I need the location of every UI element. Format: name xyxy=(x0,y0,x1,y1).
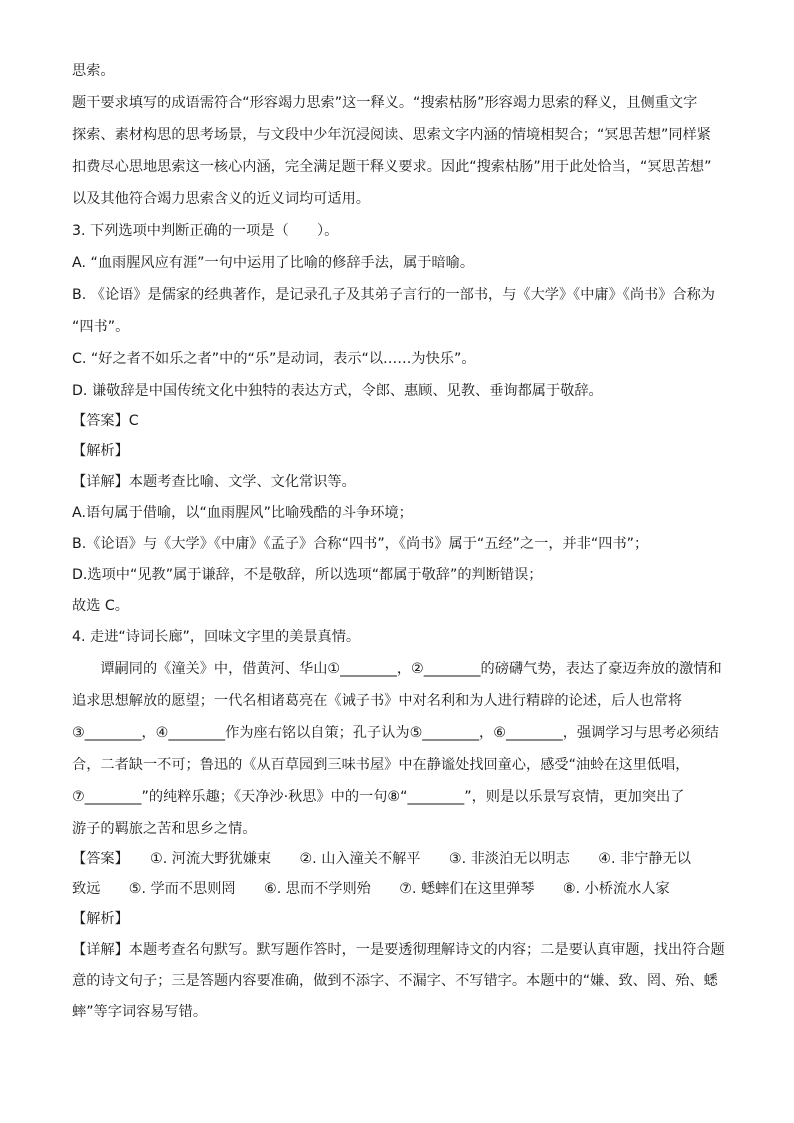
question-3-stem: 3. 下列选项中判断正确的一项是（ ）。 xyxy=(72,223,339,239)
option-d: D. 谦敬辞是中国传统文化中独特的表达方式，令郎、惠顾、见教、垂询都属于敬辞。 xyxy=(72,383,603,399)
option-b: B. 《论语》是儒家的经典著作，是记录孔子及其弟子言行的一部书，与《大学》《中庸》《尚书》合称为 xyxy=(72,287,715,303)
text-line: 题干要求填写的成语需符合“形容竭力思索”这一释义。“搜索枯肠”形容竭力思索的释义，且侧重文字 xyxy=(72,95,698,111)
conclusion-line: 故选 C。 xyxy=(72,598,129,614)
passage-line: 游子的羁旅之苦和思乡之情。 xyxy=(72,821,257,837)
passage-line: 合，二者缺一不可；鲁迅的《从百草园到三味书屋》中在静谧处找回童心，感受“油蛉在这里低唱， xyxy=(72,757,690,773)
detail-line: A.语句属于借喻，以“血雨腥风”比喻残酷的斗争环境； xyxy=(72,505,413,521)
detail-line: 【详解】本题考查名句默写。默写题作答时，一是要透彻理解诗文的内容；二是要认真审题，找出符合题 xyxy=(72,942,725,958)
passage-line: ③________，④________作为座右铭以自策；孔子认为⑤________，⑥________，强调学习与思考必须结 xyxy=(72,725,719,741)
option-c: C. “好之者不如乐之者”中的“乐”是动词，表示“以……为快乐”。 xyxy=(72,351,476,367)
detail-line: 蟀”等字词容易写错。 xyxy=(72,1004,208,1020)
analysis-label: 【解析】 xyxy=(72,911,129,927)
passage-line: 追求思想解放的愿望；一代名相诸葛亮在《诫子书》中对名利和为人进行精辟的论述，后人也常将 xyxy=(72,693,683,709)
detail-heading: 【详解】本题考查比喻、文学、文化常识等。 xyxy=(72,474,356,490)
analysis-label: 【解析】 xyxy=(72,443,129,459)
passage-line: ⑦________”的纯粹乐趣；《天净沙·秋思》中的一句⑧“________”，则是以乐景写哀情，更加突出了 xyxy=(72,789,685,805)
text-line: 思索。 xyxy=(72,63,115,79)
detail-line: 意的诗文句子；三是答题内容要准确，做到不添字、不漏字、不写错字。本题中的“嫌、致、罔、殆、蟋 xyxy=(72,973,718,989)
passage-line: 谭嗣同的《潼关》中，借黄河、华山①________，②________的磅礴气势，表达了豪迈奔放的激情和 xyxy=(72,661,722,677)
text-line: 探索、素材构思的思考场景，与文段中少年沉浸阅读、思索文字内涵的情境相契合；“冥思苦想”同样紧 xyxy=(72,127,711,143)
detail-line: B.《论语》与《大学》《中庸》《孟子》合称“四书”，《尚书》属于“五经”之一，并非“四书”； xyxy=(72,536,649,552)
answer-line: 【答案】 ①. 河流大野犹嫌束 ②. 山入潼关不解平 ③. 非淡泊无以明志 ④. 非宁静无以 xyxy=(72,851,691,867)
option-b-continued: “四书”。 xyxy=(72,319,130,335)
text-line: 扣费尽心思地思索这一核心内涵，完全满足题干释义要求。因此“搜索枯肠”用于此处恰当，“冥思苦想” xyxy=(72,159,712,175)
detail-line: D.选项中“见教”属于谦辞，不是敬辞，所以选项“都属于敬辞”的判断错误； xyxy=(72,567,543,583)
option-a: A. “血雨腥风应有涯”一句中运用了比喻的修辞手法，属于暗喻。 xyxy=(72,255,475,271)
answer-label: 【答案】C xyxy=(72,413,139,429)
question-4-stem: 4. 走进“诗词长廊”，回味文字里的美景真情。 xyxy=(72,629,361,645)
text-line: 以及其他符合竭力思索含义的近义词均可适用。 xyxy=(72,191,370,207)
answer-line: 致远 ⑤. 学而不思则罔 ⑥. 思而不学则殆 ⑦. 蟋蟀们在这里弹琴 ⑧. 小桥流水人家 xyxy=(72,881,670,897)
